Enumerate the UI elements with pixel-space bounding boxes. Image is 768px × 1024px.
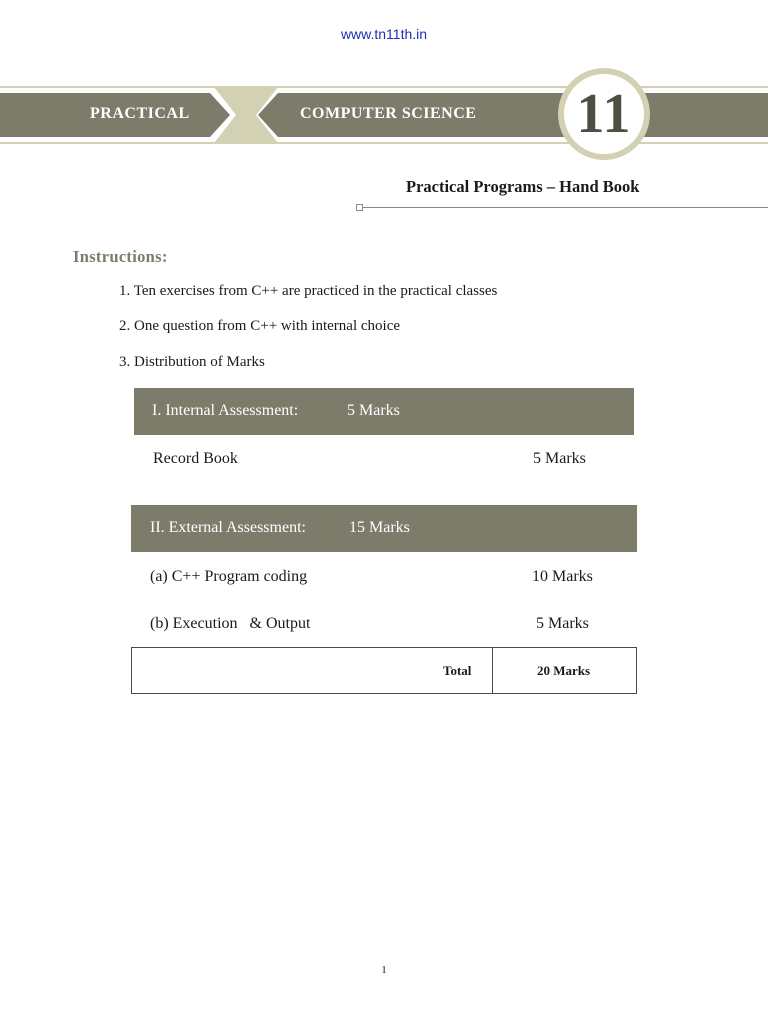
external-assessment-header xyxy=(131,505,637,552)
page-number: 1 xyxy=(381,964,387,976)
page-subtitle: Practical Programs – Hand Book xyxy=(406,177,640,196)
internal-assessment-label: I. Internal Assessment: xyxy=(152,402,299,419)
total-label: Total xyxy=(443,663,472,678)
site-url[interactable]: www.tn11th.in xyxy=(340,26,428,42)
external-assessment-marks: 15 Marks xyxy=(349,519,410,536)
program-coding-marks: 10 Marks xyxy=(532,568,593,585)
internal-assessment-marks: 5 Marks xyxy=(347,402,400,419)
record-book-marks: 5 Marks xyxy=(533,450,586,467)
subtitle-rule xyxy=(360,207,768,208)
record-book-item: Record Book xyxy=(153,450,238,467)
total-value: 20 Marks xyxy=(537,663,591,678)
execution-output-marks: 5 Marks xyxy=(536,615,589,632)
banner-practical-label: PRACTICAL xyxy=(90,105,190,122)
instructions-heading: Instructions: xyxy=(73,247,168,266)
execution-output-item: (b) Execution & Output xyxy=(150,615,311,632)
chapter-number: 11 xyxy=(576,83,632,145)
total-row xyxy=(131,647,637,694)
instruction-item: 3. Distribution of Marks xyxy=(119,354,265,370)
rule-marker xyxy=(356,204,363,211)
internal-assessment-header xyxy=(134,388,634,435)
external-assessment-label: II. External Assessment: xyxy=(150,519,306,536)
banner-subject-label: COMPUTER SCIENCE xyxy=(300,105,477,122)
program-coding-item: (a) C++ Program coding xyxy=(150,568,308,585)
total-divider xyxy=(492,648,493,693)
instruction-item: 1. Ten exercises from C++ are practiced in the practical classes xyxy=(119,283,498,299)
instruction-item: 2. One question from C++ with internal choice xyxy=(119,318,401,334)
